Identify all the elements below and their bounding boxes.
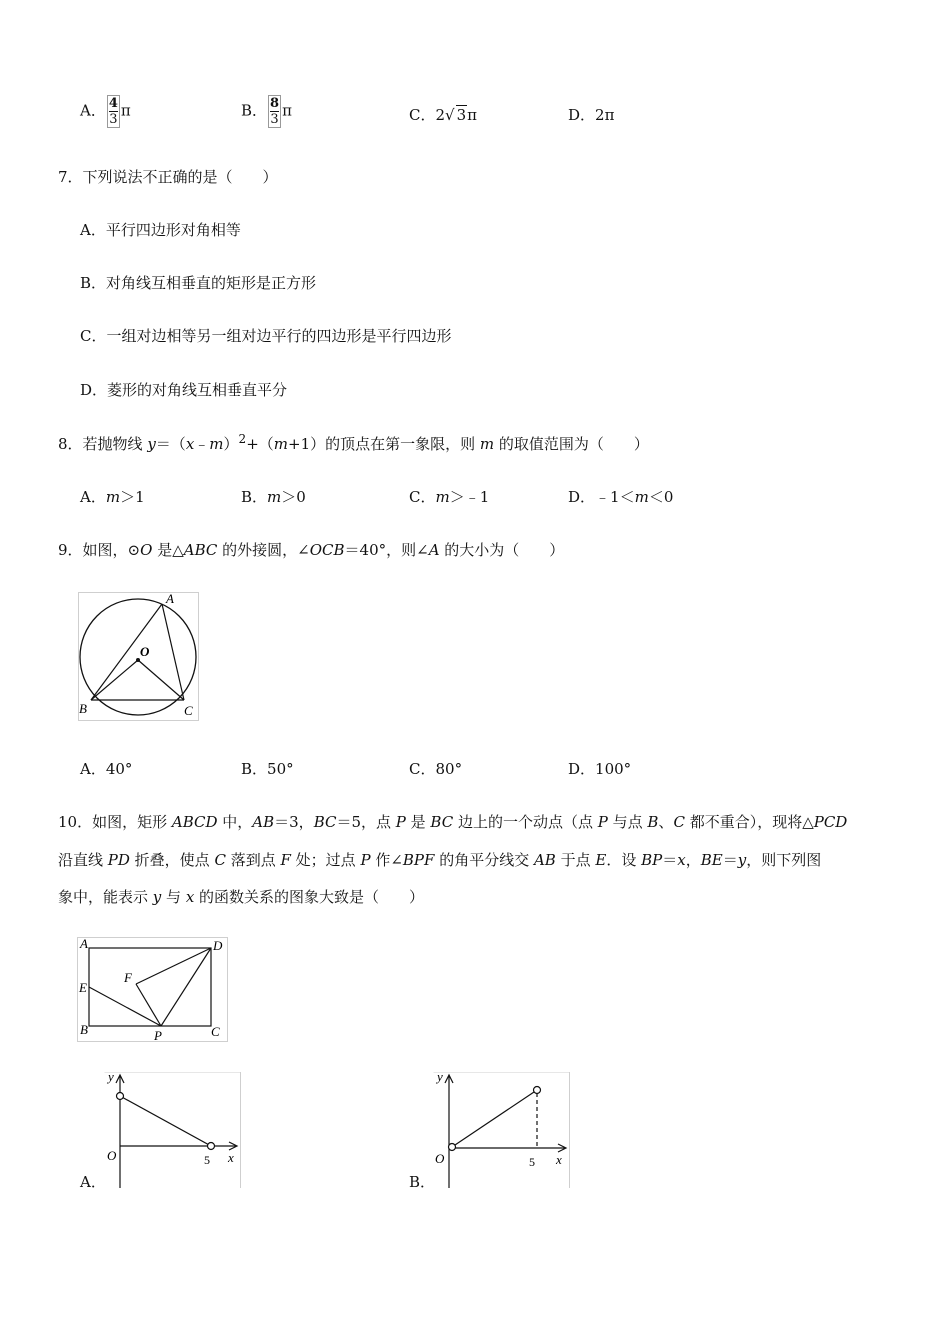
label-p: P bbox=[154, 1028, 162, 1043]
text: 中， bbox=[217, 813, 253, 831]
label-b: B bbox=[79, 701, 87, 716]
var: P bbox=[597, 813, 608, 831]
label-b: B bbox=[80, 1022, 88, 1037]
option-text: 2π bbox=[595, 106, 615, 124]
segment-ep bbox=[89, 987, 161, 1026]
q10-graph-a-label: A． bbox=[80, 1173, 106, 1191]
open-endpoint bbox=[449, 1144, 456, 1151]
text: 与 bbox=[161, 888, 186, 906]
var: m bbox=[209, 435, 224, 453]
var: x bbox=[677, 851, 686, 869]
var: O bbox=[140, 541, 153, 559]
text: ＞0 bbox=[281, 488, 306, 506]
option-label: C． bbox=[409, 106, 436, 124]
var: P bbox=[395, 813, 406, 831]
text: ＝3， bbox=[274, 813, 314, 831]
text: ＝ bbox=[722, 851, 738, 869]
var: m bbox=[267, 488, 282, 506]
q6-option-a bbox=[80, 95, 131, 128]
q9-option-d: D．100° bbox=[568, 760, 632, 778]
exponent: 2 bbox=[238, 432, 247, 446]
axis-label-x: x bbox=[228, 1150, 234, 1165]
text: 的大小为（ ） bbox=[439, 541, 565, 559]
var: BC bbox=[430, 813, 454, 831]
axis-label-y: y bbox=[437, 1072, 443, 1084]
q7-stem: 7．下列说法不正确的是（ ） bbox=[58, 168, 278, 186]
text: ＝ bbox=[662, 851, 678, 869]
fraction bbox=[107, 95, 120, 128]
text: 落到点 bbox=[225, 851, 281, 869]
label-o: O bbox=[140, 644, 150, 659]
var: x bbox=[185, 435, 195, 453]
function-segment bbox=[452, 1090, 537, 1147]
text: 的外接圆，∠ bbox=[217, 541, 310, 559]
q10-stem-line2 bbox=[58, 849, 821, 870]
q7-option-a: A．平行四边形对角相等 bbox=[80, 221, 241, 239]
label-c: C bbox=[184, 703, 193, 718]
circumcircle bbox=[80, 599, 196, 715]
label-e: E bbox=[79, 980, 87, 995]
q7-option-c: C．一组对边相等另一组对边平行的四边形是平行四边形 bbox=[80, 327, 452, 345]
q6-option-c: C．2√ 3π bbox=[409, 106, 477, 124]
text: 象中，能表示 bbox=[58, 888, 153, 906]
axis-label-x: x bbox=[556, 1152, 562, 1167]
open-endpoint bbox=[534, 1087, 541, 1094]
var: AB bbox=[252, 813, 275, 831]
label-f: F bbox=[124, 970, 132, 985]
var: y bbox=[152, 888, 162, 906]
text: ＝5，点 bbox=[336, 813, 396, 831]
var: m bbox=[479, 435, 495, 453]
var: P bbox=[360, 851, 371, 869]
var: y bbox=[737, 851, 747, 869]
text: ＝（ bbox=[155, 435, 186, 453]
var: ABC bbox=[183, 541, 218, 559]
var: C bbox=[214, 851, 226, 869]
text: +1）的顶点在第一象限，则 bbox=[288, 435, 480, 453]
var: m bbox=[105, 488, 121, 506]
text: ﹣ bbox=[194, 435, 210, 453]
q9-option-b: B．50° bbox=[241, 760, 294, 778]
q6-option-b bbox=[241, 95, 292, 128]
text: ＜0 bbox=[648, 488, 674, 506]
var: PCD bbox=[813, 813, 848, 831]
text: 的函数关系的图象大致是（ ） bbox=[194, 888, 425, 906]
figure-frame bbox=[79, 593, 199, 721]
q7-option-b: B．对角线互相垂直的矩形是正方形 bbox=[80, 274, 317, 292]
text: ﹣1＜ bbox=[595, 488, 635, 506]
text: 是 bbox=[405, 813, 431, 831]
var: BE bbox=[700, 851, 723, 869]
function-segment bbox=[120, 1096, 211, 1146]
label-a: A bbox=[166, 592, 174, 606]
var: BP bbox=[641, 851, 663, 869]
label-c: C bbox=[211, 1024, 220, 1039]
pi-symbol: π bbox=[120, 101, 131, 120]
q8-option-a bbox=[80, 486, 145, 507]
text: ＝40°，则∠ bbox=[344, 541, 429, 559]
option-label: A． bbox=[80, 488, 106, 506]
text: 沿直线 bbox=[58, 851, 108, 869]
segment-ob bbox=[91, 660, 138, 700]
q10-graph-b-label: B． bbox=[409, 1173, 436, 1191]
open-endpoint bbox=[117, 1093, 124, 1100]
q10-stem-line3 bbox=[58, 886, 424, 907]
text: 10．如图，矩形 bbox=[58, 813, 172, 831]
text: ＞1 bbox=[120, 488, 145, 506]
text: 都不重合），现将△ bbox=[684, 813, 814, 831]
var: C bbox=[673, 813, 685, 831]
text: 于点 bbox=[555, 851, 596, 869]
option-label: B． bbox=[241, 101, 268, 120]
radicand: 3 bbox=[456, 106, 467, 124]
text: ） bbox=[223, 435, 239, 453]
text: 边上的一个动点（点 bbox=[453, 813, 598, 831]
q10-rectangle-figure bbox=[77, 937, 229, 1043]
var: m bbox=[634, 488, 649, 506]
origin-label: O bbox=[435, 1151, 445, 1166]
option-label: A． bbox=[80, 101, 106, 120]
text: ＞﹣1 bbox=[449, 488, 490, 506]
rectangle-abcd bbox=[89, 948, 211, 1026]
fraction-numerator: 8 bbox=[270, 96, 280, 111]
var: PD bbox=[107, 851, 130, 869]
pi-symbol: π bbox=[467, 106, 477, 124]
option-label: B． bbox=[241, 488, 268, 506]
text: 的角平分线交 bbox=[434, 851, 534, 869]
var: F bbox=[280, 851, 291, 869]
fraction bbox=[268, 95, 281, 128]
var: A bbox=[428, 541, 440, 559]
tick-label-5: 5 bbox=[204, 1153, 210, 1167]
fraction-denominator: 3 bbox=[270, 112, 279, 127]
text: ．设 bbox=[606, 851, 642, 869]
label-d: D bbox=[213, 938, 223, 953]
var: AB bbox=[533, 851, 556, 869]
q9-stem bbox=[58, 539, 564, 560]
q10-stem-line1 bbox=[58, 811, 847, 832]
var: BPF bbox=[402, 851, 435, 869]
coefficient: 2 bbox=[435, 106, 446, 124]
origin-label: O bbox=[107, 1148, 117, 1163]
text: 的取值范围为（ ） bbox=[494, 435, 649, 453]
segment-oc bbox=[138, 660, 184, 700]
label-a: A bbox=[80, 937, 88, 951]
axis-label-y: y bbox=[108, 1072, 114, 1084]
text: 是△ bbox=[152, 541, 184, 559]
text: 9．如图，⊙ bbox=[58, 541, 141, 559]
q9-option-a: A．40° bbox=[80, 760, 133, 778]
q6-option-d bbox=[568, 104, 614, 125]
text: ，则下列图 bbox=[746, 851, 822, 869]
text: ， bbox=[685, 851, 701, 869]
text: +（ bbox=[246, 435, 274, 453]
var: ABCD bbox=[171, 813, 218, 831]
q8-option-c bbox=[409, 486, 489, 507]
tick-label-5: 5 bbox=[529, 1155, 535, 1169]
text: 作∠ bbox=[370, 851, 403, 869]
q9-circle-figure bbox=[78, 592, 200, 722]
fraction-denominator: 3 bbox=[109, 112, 118, 127]
var: y bbox=[147, 435, 156, 453]
var: x bbox=[185, 888, 195, 906]
text: 与点 bbox=[607, 813, 648, 831]
text: 8．若抛物线 bbox=[58, 435, 148, 453]
text: 折叠，使点 bbox=[129, 851, 215, 869]
text: 处；过点 bbox=[290, 851, 361, 869]
q8-option-d bbox=[568, 486, 673, 507]
var: m bbox=[435, 488, 450, 506]
option-label: D． bbox=[568, 106, 596, 124]
fraction-numerator: 4 bbox=[108, 96, 118, 111]
q9-option-c: C．80° bbox=[409, 760, 463, 778]
q10-graph-a bbox=[104, 1072, 242, 1188]
var: m bbox=[273, 435, 288, 453]
q10-graph-b bbox=[433, 1072, 571, 1188]
option-label: D． bbox=[568, 488, 596, 506]
q8-option-b bbox=[241, 486, 306, 507]
q8-stem bbox=[58, 432, 649, 454]
open-endpoint bbox=[208, 1143, 215, 1150]
var: B bbox=[647, 813, 659, 831]
text: 、 bbox=[658, 813, 674, 831]
q7-option-d: D．菱形的对角线互相垂直平分 bbox=[80, 381, 288, 399]
segment-ab bbox=[91, 604, 162, 700]
var: OCB bbox=[309, 541, 345, 559]
var: E bbox=[595, 851, 607, 869]
option-label: C． bbox=[409, 488, 436, 506]
var: BC bbox=[313, 813, 337, 831]
pi-symbol: π bbox=[282, 101, 292, 120]
